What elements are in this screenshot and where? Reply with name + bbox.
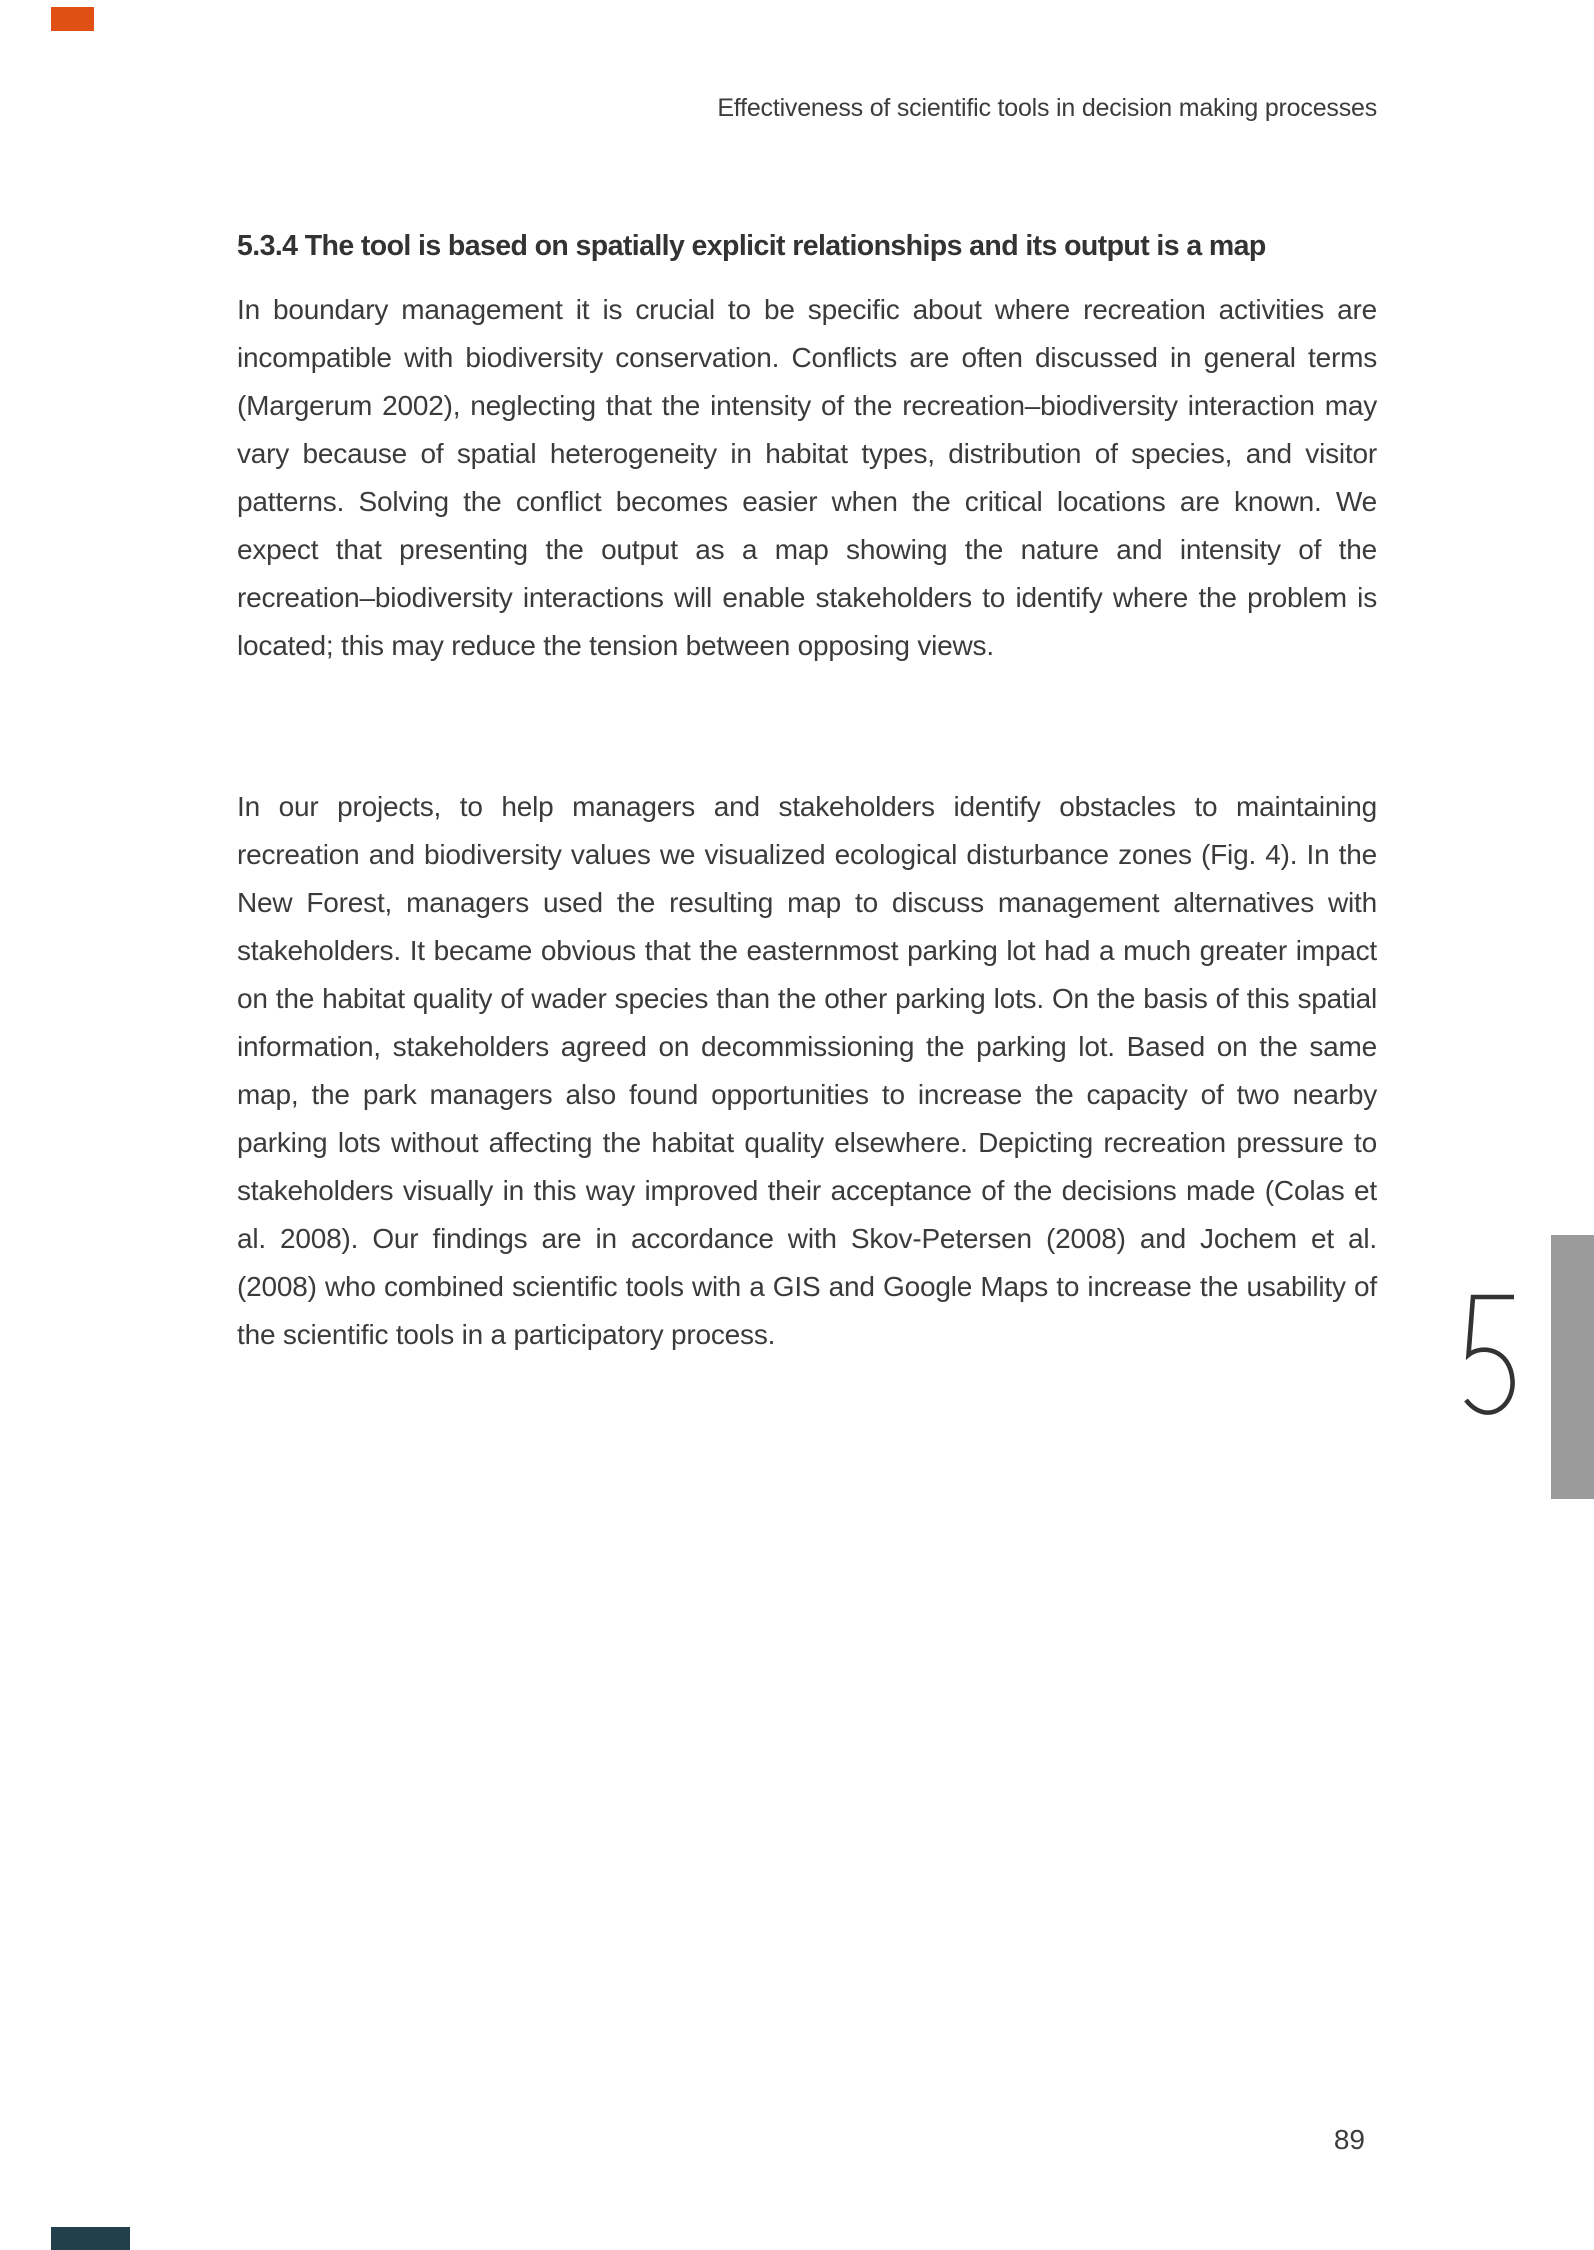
body-paragraph-2: In our projects, to help managers and stakeholders identify obstacles to maintaining recreation and biodiversity values we visualized ecological disturbance zones (Fig. 4). In the New Forest, managers used the resulting map to discuss management alternatives with stakeholders. It became obvious that the easternmost parking lot had a much greater impact on the habitat quality of wader species than the other parking lots. On the basis of this spatial information, stakeholders agreed on decommissioning the parking lot. Based on the same map, the park managers also found opportunities to increase the capacity of two nearby parking lots without affecting the habitat quality elsewhere. Depicting recreation pressure to stakeholders visually in this way improved their acceptance of the decisions made (Colas et al. 2008). Our findings are in accordance with Skov-Petersen (2008) and Jochem et al. (2008) who combined scientific tools with a GIS and Google Maps to increase the usability of the scientific tools in a participatory process. xyxy=(237,791,1377,1350)
corner-mark-top-left xyxy=(51,7,94,31)
running-header: Effectiveness of scientific tools in decision making processes xyxy=(717,94,1377,122)
body-paragraph-1: In boundary management it is crucial to be specific about where recreation activities are incompatible with biodiversity conservation. Conflicts are often discussed in general terms (Margerum 2002), neglecting that the intensity of the recreation–biodiversity interaction may vary because of spatial heterogeneity in habitat types, distribution of species, and visitor patterns. Solving the conflict becomes easier when the critical locations are known. We expect that presenting the output as a map showing the nature and intensity of the recreation–biodiversity interactions will enable stakeholders to identify where the problem is located; this may reduce the tension between opposing views. xyxy=(237,294,1377,661)
page-number: 89 xyxy=(1333,2124,1365,2155)
chapter-number-numeral xyxy=(1460,1292,1522,1432)
corner-mark-bottom-left xyxy=(51,2227,130,2250)
chapter-tab xyxy=(1551,1235,1594,1499)
section-heading: 5.3.4 The tool is based on spatially explicit relationships and its output is a map xyxy=(237,230,1266,262)
